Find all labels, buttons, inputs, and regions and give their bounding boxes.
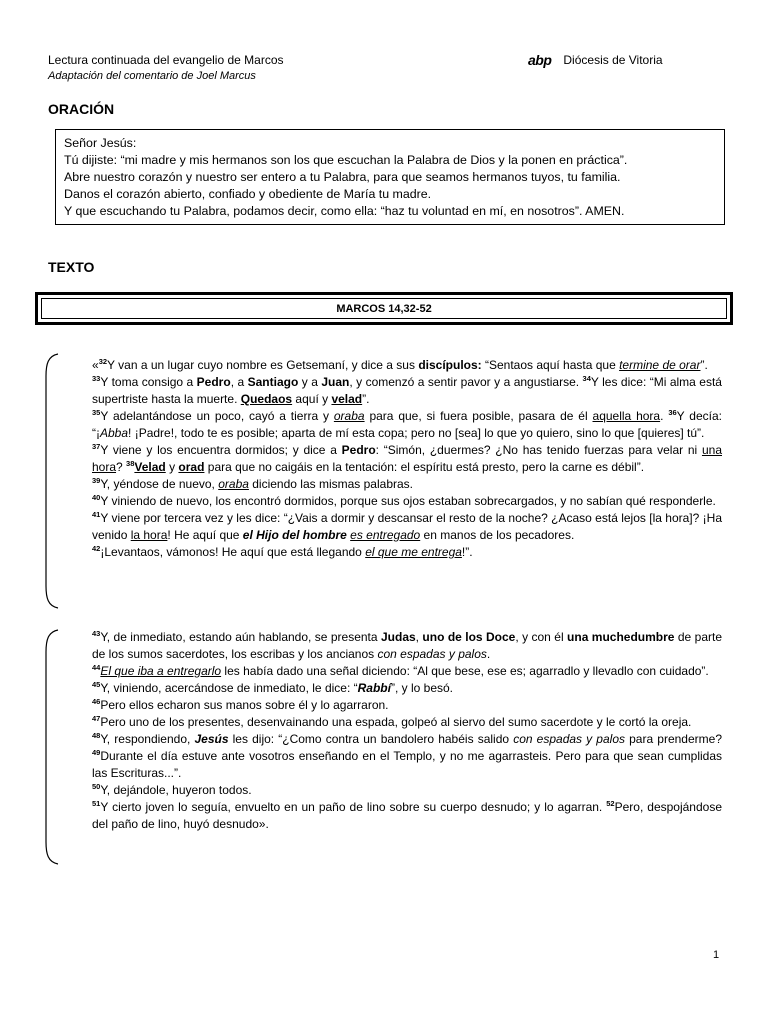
verse-42: $^{42}$¡Levantaos, vámonos! He aquí que está llegando el que me entrega!”. [92, 544, 473, 559]
prayer-line: Abre nuestro corazón y nuestro ser entero a tu Palabra, para que seamos hermanos tuyos, tu familia. [64, 170, 621, 184]
verse-50: $^{50}$Y, dejándole, huyeron todos. [92, 782, 252, 797]
prayer-line: Y que escuchando tu Palabra, podamos decir, como ella: “haz tu voluntad en mí, en nosotros”. AMEN. [64, 204, 625, 218]
document-subtitle: Adaptación del comentario de Joel Marcus [48, 70, 256, 82]
left-bracket-icon [40, 628, 62, 866]
prayer-line: Tú dijiste: “mi madre y mis hermanos son los que escuchan la Palabra de Dios y la ponen en práctica”. [64, 153, 628, 167]
passage-reference: MARCOS 14,32-52 [41, 298, 727, 319]
prayer-box [55, 129, 725, 225]
verse-45: $^{45}$Y, viniendo, acercándose de inmediato, le dice: “Rabbí”, y lo besó. [92, 680, 453, 695]
verse-44: $^{44}$El que iba a entregarlo les había dado una señal diciendo: “Al que bese, ese es; agarradlo y llevadlo con cuidado”. [92, 663, 709, 678]
verse-47: $^{47}$Pero uno de los presentes, desenvainando una espada, golpeó al siervo del sumo sacerdote y le cortó la oreja. [92, 714, 692, 729]
page-number: 1 [713, 949, 720, 961]
verse-48-49: $^{48}$Y, respondiendo, Jesús les dijo: “¿Como contra un bandolero habéis salido con espadas y palos para prenderme? $^{49}$Durante el día estuve ante vosotros enseñando en el Templo, y no me agarrasteis. Pero para que sean cumplidas las Escrituras...”. [92, 731, 722, 780]
verse-37-38: $^{37}$Y viene y los encuentra dormidos; y dice a Pedro: “Simón, ¿duermes? ¿No has tenido fuerzas para velar ni una hora? $^{38}$Velad y orad para que no caigáis en la tentación: el espíritu está presto, pero la carne es débil”. [92, 442, 722, 474]
verse-51-52: $^{51}$Y cierto joven lo seguía, envuelto en un paño de lino sobre su cuerpo desnudo; y lo agarran. $^{52}$Pero, despojándose del paño de lino, huyó desnudo». [92, 799, 722, 831]
passage-paragraph-1 [92, 357, 722, 561]
diocese-name: Diócesis de Vitoria [563, 53, 663, 67]
prayer-line: Danos el corazón abierto, confiado y obediente de María tu madre. [64, 187, 432, 201]
prayer-line: Señor Jesús: [64, 136, 137, 150]
abp-logo: abp [528, 52, 552, 68]
verse-41: $^{41}$Y viene por tercera vez y les dice: “¿Vais a dormir y descansar el resto de la noche? ¿Acaso está lejos [la hora]? ¡Ha venido la hora! He aquí que el Hijo del hombre es entregado en manos de los pecadores. [92, 510, 722, 542]
verse-39: $^{39}$Y, yéndose de nuevo, oraba diciendo las mismas palabras. [92, 476, 413, 491]
document-header [48, 52, 284, 84]
header-right [528, 52, 663, 68]
verse-32: «$^{32}$Y van a un lugar cuyo nombre es Getsemaní, y dice a sus discípulos: “Sentaos aquí hasta que termine de orar”. [92, 357, 708, 372]
passage-paragraph-2 [92, 629, 722, 833]
verse-46: $^{46}$Pero ellos echaron sus manos sobre él y lo agarraron. [92, 697, 389, 712]
verse-40: $^{40}$Y viniendo de nuevo, los encontró dormidos, porque sus ojos estaban sobrecargados, y no sabían qué responderle. [92, 493, 716, 508]
document-title: Lectura continuada del evangelio de Marcos [48, 53, 284, 67]
verse-43: $^{43}$Y, de inmediato, estando aún hablando, se presenta Judas, uno de los Doce, y con él una muchedumbre de parte de los sumos sacerdotes, los escribas y los ancianos con espadas y palos. [92, 629, 722, 661]
texto-heading: TEXTO [48, 259, 95, 275]
verse-35-36: $^{35}$Y adelantándose un poco, cayó a tierra y oraba para que, si fuera posible, pasara de él aquella hora. $^{36}$Y decía: “¡Abba! ¡Padre!, todo te es posible; aparta de mí esta copa; pero no [sea] lo que yo quiero, sino lo que [quieres] tú”. [92, 408, 722, 440]
oracion-heading: ORACIÓN [48, 101, 115, 117]
left-bracket-icon [40, 352, 62, 610]
verse-33-34: $^{33}$Y toma consigo a Pedro, a Santiago y a Juan, y comenzó a sentir pavor y a angustiarse. $^{34}$Y les dice: “Mi alma está supertriste hasta la muerte. Quedaos aquí y velad”. [92, 374, 722, 406]
passage-box [35, 292, 733, 325]
